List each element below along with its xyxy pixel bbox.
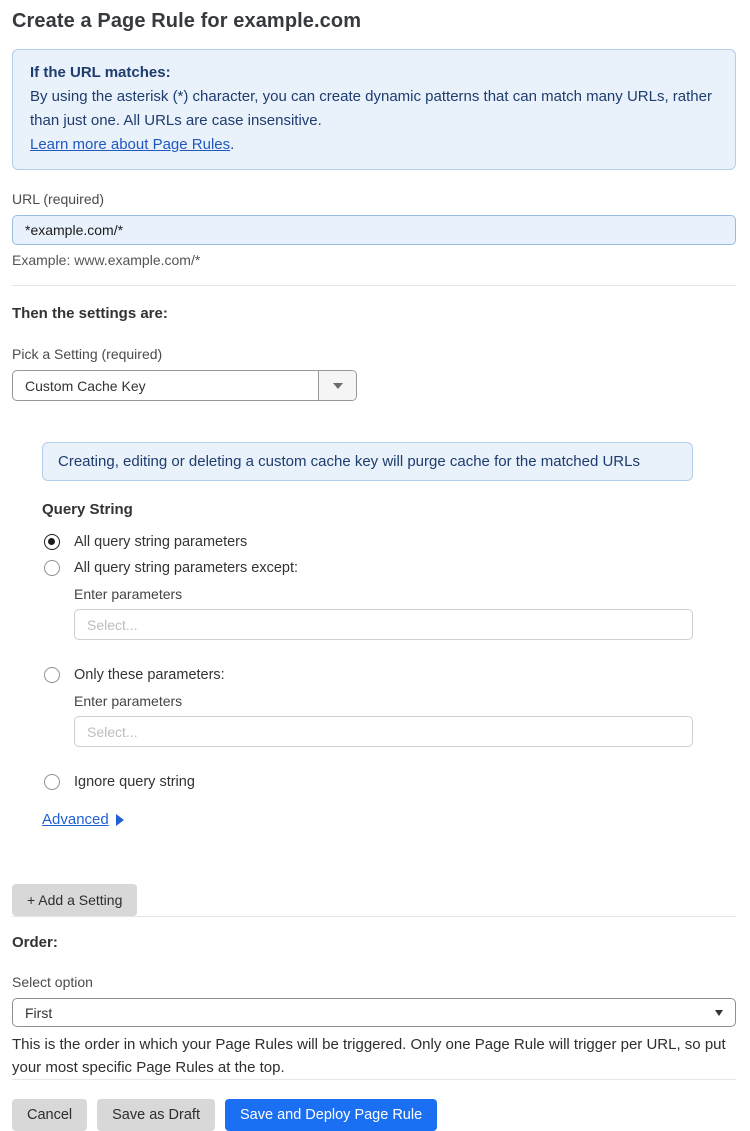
- save-and-deploy-button[interactable]: Save and Deploy Page Rule: [225, 1099, 437, 1131]
- url-match-info-box: [12, 49, 736, 170]
- settings-heading: Then the settings are:: [12, 305, 168, 322]
- chevron-right-icon: [116, 814, 124, 826]
- only-parameters-input[interactable]: [74, 716, 693, 747]
- advanced-link[interactable]: [42, 811, 124, 828]
- purge-cache-notice: Creating, editing or deleting a custom cache key will purge cache for the matched URLs: [42, 442, 693, 481]
- order-help-text: This is the order in which your Page Rules will be triggered. Only one Page Rule will trigger per URL, so put your most specific Page Rules at the top.: [12, 1036, 726, 1076]
- radio-unselected-icon[interactable]: [44, 667, 60, 683]
- divider: [12, 285, 736, 286]
- order-select-label: Select option: [12, 974, 93, 990]
- url-example-text: Example: www.example.com/*: [12, 252, 201, 268]
- radio-label: Ignore query string: [74, 774, 195, 790]
- setting-picker-arrow-button[interactable]: [318, 371, 356, 400]
- url-field-label: URL (required): [12, 191, 105, 207]
- radio-all-query-params[interactable]: [42, 534, 693, 550]
- order-heading: Order:: [12, 934, 58, 951]
- chevron-down-icon: [333, 383, 343, 389]
- enter-parameters-label: Enter parameters: [74, 693, 183, 709]
- radio-ignore-query-string[interactable]: [42, 774, 693, 790]
- radio-only-these-params[interactable]: [42, 667, 693, 683]
- info-link-row: [30, 133, 718, 157]
- chevron-down-icon: [715, 1010, 723, 1016]
- except-parameters-input[interactable]: [74, 609, 693, 640]
- setting-picker-label: Pick a Setting (required): [12, 346, 163, 362]
- except-parameters-field: [74, 586, 693, 640]
- add-setting-button[interactable]: + Add a Setting: [12, 884, 137, 916]
- radio-unselected-icon[interactable]: [44, 774, 60, 790]
- radio-unselected-icon[interactable]: [44, 560, 60, 576]
- footer-actions: [12, 1099, 736, 1131]
- url-input[interactable]: [12, 215, 736, 245]
- setting-picker-value: Custom Cache Key: [25, 377, 146, 394]
- save-as-draft-button[interactable]: Save as Draft: [97, 1099, 215, 1131]
- learn-more-link[interactable]: Learn more about Page Rules: [30, 136, 231, 153]
- only-parameters-field: [74, 693, 693, 747]
- order-select-dropdown[interactable]: [12, 998, 736, 1027]
- radio-label: All query string parameters: [74, 534, 248, 550]
- query-string-heading: Query String: [42, 501, 133, 518]
- info-body: By using the asterisk (*) character, you can create dynamic patterns that can match many URLs, rather than just one. All URLs are case insensitive.: [30, 88, 712, 129]
- enter-parameters-label: Enter parameters: [74, 586, 183, 602]
- page-title: Create a Page Rule for example.com: [12, 10, 362, 32]
- advanced-link-label: Advanced: [42, 811, 109, 828]
- radio-all-params-except[interactable]: [42, 560, 693, 576]
- divider: [12, 916, 736, 917]
- divider: [12, 1079, 736, 1080]
- radio-label: All query string parameters except:: [74, 560, 299, 576]
- custom-cache-key-section: [42, 442, 693, 829]
- radio-label: Only these parameters:: [74, 667, 225, 683]
- info-link-suffix: .: [230, 136, 235, 153]
- setting-picker-dropdown[interactable]: [12, 370, 357, 401]
- order-selected-value: First: [25, 1004, 53, 1021]
- radio-selected-icon[interactable]: [44, 534, 60, 550]
- cancel-button[interactable]: Cancel: [12, 1099, 87, 1131]
- info-heading: If the URL matches:: [30, 64, 171, 81]
